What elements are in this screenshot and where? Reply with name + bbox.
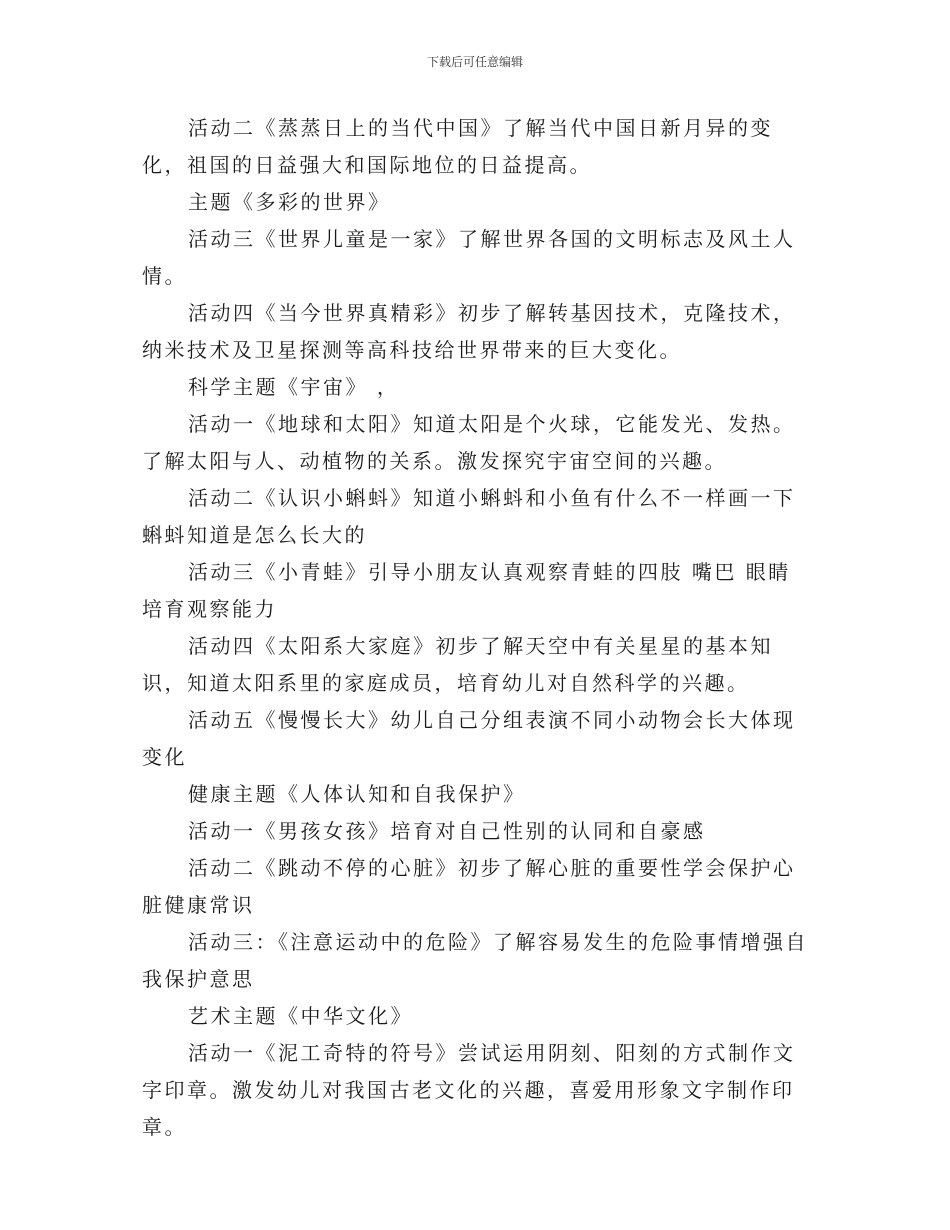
- document-body: [142, 110, 810, 1146]
- section-heading: 主题《多彩的世界》: [188, 190, 391, 214]
- paragraph: 活动一《泥工奇特的符号》尝试运用阴刻、阳刻的方式制作文字印章。激发幼儿对我国古老文化的兴趣，喜爱用形象文字制作印章。: [142, 1041, 796, 1139]
- section-heading: 艺术主题《中华文化》: [188, 1004, 413, 1028]
- paragraph: 活动二《跳动不停的心脏》初步了解心脏的重要性学会保护心脏健康常识: [142, 856, 796, 917]
- paragraph: 活动四《太阳系大家庭》初步了解天空中有关星星的基本知识，知道太阳系里的家庭成员，培育幼儿对自然科学的兴趣。: [142, 634, 773, 695]
- paragraph: 活动一《男孩女孩》培育对自己性别的认同和自豪感: [188, 819, 706, 843]
- paragraph: 活动一《地球和太阳》知道太阳是个火球，它能发光、发热。了解太阳与人、动植物的关系。激发探究宇宙空间的兴趣。: [142, 412, 796, 473]
- section-heading: 健康主题《人体认知和自我保护》: [188, 782, 526, 806]
- paragraph: 活动二《认识小蝌蚪》知道小蝌蚪和小鱼有什么不一样画一下蝌蚪知道是怎么长大的: [142, 486, 796, 547]
- paragraph: 活动二《蒸蒸日上的当代中国》了解当代中国日新月异的变化，祖国的日益强大和国际地位的日益提高。: [142, 116, 773, 177]
- paragraph: 活动三《世界儿童是一家》了解世界各国的文明标志及风土人情。: [142, 227, 796, 288]
- paragraph: 活动三《小青蛙》引导小朋友认真观察青蛙的四肢 嘴巴 眼睛培育观察能力: [142, 560, 791, 621]
- paragraph: 活动三：《注意运动中的危险》了解容易发生的危险事情增强自我保护意思: [142, 930, 808, 991]
- paragraph: 活动五《慢慢长大》幼儿自己分组表演不同小动物会长大体现变化: [142, 708, 796, 769]
- section-heading: 科学主题《宇宙》 ，: [188, 375, 400, 399]
- page-header: 下载后可任意编辑: [426, 55, 523, 69]
- paragraph: 活动四《当今世界真精彩》初步了解转基因技术，克隆技术，纳米技术及卫星探测等高科技给世界带来的巨大变化。: [142, 301, 796, 362]
